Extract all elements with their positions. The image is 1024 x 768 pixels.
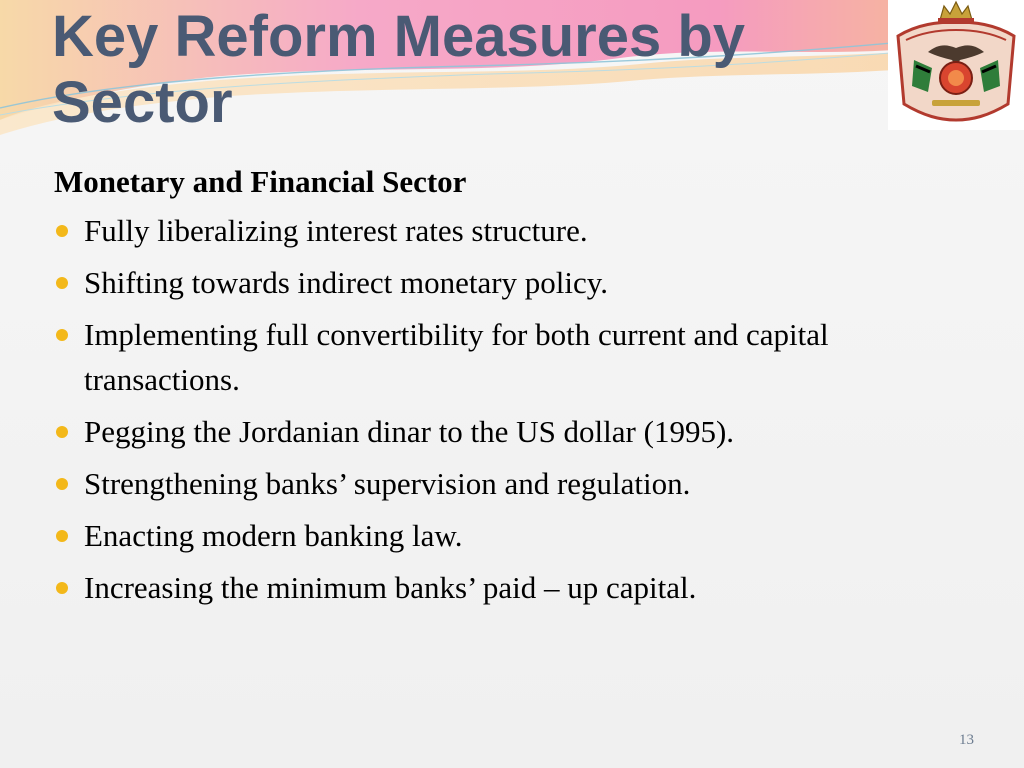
list-item: Fully liberalizing interest rates structure.: [54, 208, 914, 253]
page-number: 13: [959, 732, 974, 748]
jordan-coat-of-arms-icon: [888, 0, 1024, 130]
list-item: Pegging the Jordanian dinar to the US dollar (1995).: [54, 409, 914, 454]
bullet-dot-icon: [56, 329, 68, 341]
list-item: Strengthening banks’ supervision and regulation.: [54, 461, 914, 506]
section-heading: Monetary and Financial Sector: [54, 164, 467, 199]
bullet-dot-icon: [56, 478, 68, 490]
list-item: Enacting modern banking law.: [54, 513, 914, 558]
slide-content: [54, 162, 914, 617]
bullet-dot-icon: [56, 530, 68, 542]
bullet-dot-icon: [56, 426, 68, 438]
list-item: Increasing the minimum banks’ paid – up capital.: [54, 565, 914, 610]
bullet-dot-icon: [56, 225, 68, 237]
list-item: Shifting towards indirect monetary policy.: [54, 260, 914, 305]
slide-title: Key Reform Measures by Sector: [52, 4, 746, 135]
bullet-list: [54, 208, 914, 610]
list-item: Implementing full convertibility for both current and capital transactions.: [54, 312, 914, 402]
bullet-dot-icon: [56, 582, 68, 594]
bullet-dot-icon: [56, 277, 68, 289]
